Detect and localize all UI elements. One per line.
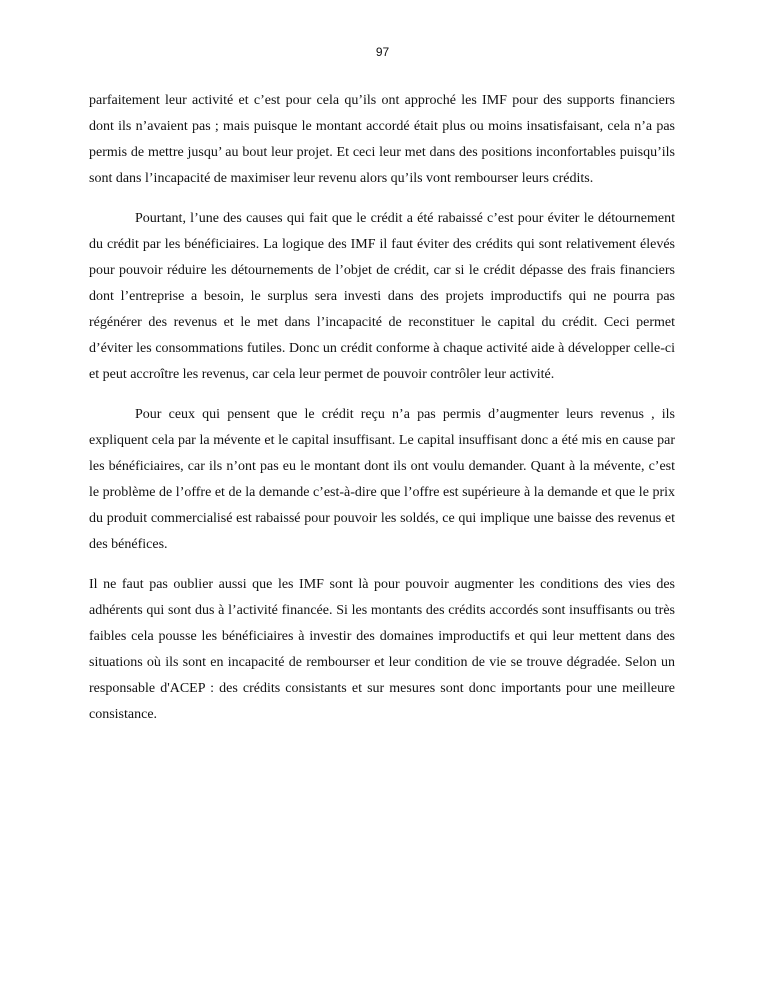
paragraph-continuation: parfaitement leur activité et c’est pour cela qu’ils ont approché les IMF pour des supports financiers dont ils n’avaient pas ; mais puisque le montant accordé était plus ou moins insatisfaisant, cela n’a pas permis de mettre jusqu’ au bout leur projet. Et ceci leur met dans des positions inconfortables puisqu’ils sont dans l’incapacité de maximiser leur revenu alors qu’ils vont rembourser leurs crédits. xyxy=(89,93,675,186)
paragraph-imf-role: Il ne faut pas oublier aussi que les IMF sont là pour pouvoir augmenter les conditions des vies des adhérents qui sont dus à l’activité financée. Si les montants des crédits accordés sont insuffisants ou très faibles cela pousse les bénéficiaires à investir des domaines improductifs et qui leur mettent dans des situations où ils sont en incapacité de rembourser et leur condition de vie se trouve dégradée. Selon un responsable d'ACEP : des crédits consistants et sur mesures sont donc importants pour une meilleure consistance. xyxy=(89,577,675,722)
document-body xyxy=(89,88,675,742)
paragraph-credit-reduction: Pourtant, l’une des causes qui fait que le crédit a été rabaissé c’est pour éviter le détournement du crédit par les bénéficiaires. La logique des IMF il faut éviter des crédits qui sont relativement élevés pour pouvoir réduire les détournements de l’objet de crédit, car si le crédit dépasse des frais financiers dont l’entreprise a besoin, le surplus sera investi dans des projets improductifs qui ne pourra pas régénérer des revenus et le met dans l’incapacité de reconstituer le capital du crédit. Ceci permet d’éviter les consommations futiles. Donc un crédit conforme à chaque activité aide à développer celle-ci et peut accroître les revenus, car cela leur permet de pouvoir contrôler leur activité. xyxy=(89,211,675,382)
paragraph-revenue-explanation: Pour ceux qui pensent que le crédit reçu n’a pas permis d’augmenter leurs revenus , ils expliquent cela par la mévente et le capital insuffisant. Le capital insuffisant donc a été mis en cause par les bénéficiaires, car ils n’ont pas eu le montant dont ils ont voulu demander. Quant à la mévente, c’est le problème de l’offre et de la demande c’est-à-dire que l’offre est supérieure à la demande et que le prix du produit commercialisé est rabaissé pour pouvoir les soldés, ce qui implique une baisse des revenus et des bénéfices. xyxy=(89,407,675,552)
page-number: 97 xyxy=(375,45,390,59)
